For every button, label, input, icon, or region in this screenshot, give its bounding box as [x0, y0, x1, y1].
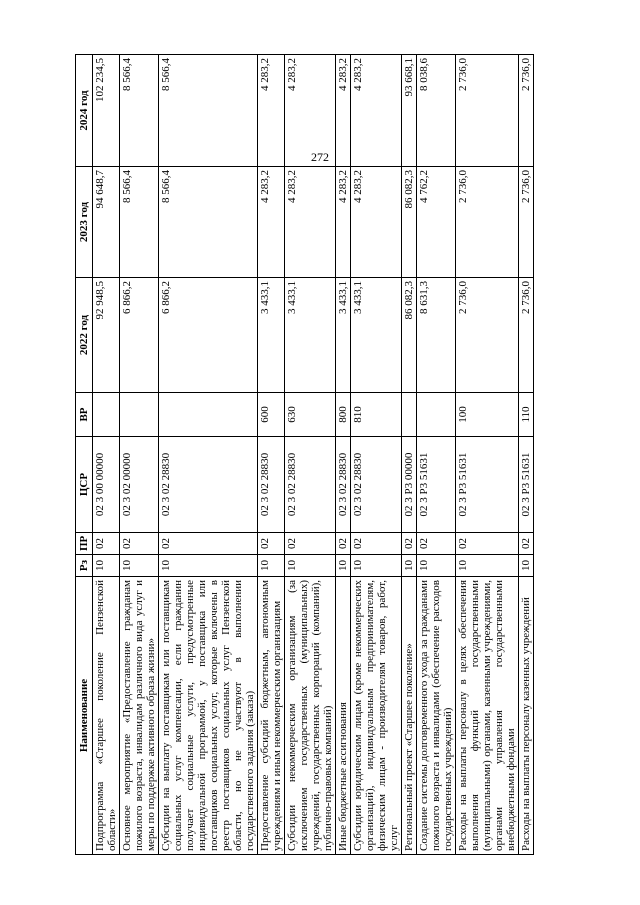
cell-vr: 630	[285, 393, 336, 437]
cell-2023: 4 762,2	[417, 167, 456, 278]
cell-2022: 6 866,2	[120, 278, 159, 393]
cell-rz: 10	[336, 555, 351, 577]
header-name: Наименование	[76, 577, 93, 855]
cell-csr: 02 3 P3 00000	[402, 437, 417, 533]
cell-name: Иные бюджетные ассигнования	[336, 577, 351, 855]
cell-2024: 4 283,2	[336, 55, 351, 167]
table-row	[402, 55, 417, 855]
cell-csr: 02 3 02 28830	[258, 437, 285, 533]
cell-2022: 3 433,1	[285, 278, 336, 393]
cell-name: Предоставление субсидий бюджетным, автономным учреждениям и иным некоммерческим организациям	[258, 577, 285, 855]
cell-pr: 02	[120, 533, 159, 555]
cell-2024: 8 038,6	[417, 55, 456, 167]
table-row	[159, 55, 258, 855]
cell-2022: 3 433,1	[258, 278, 285, 393]
cell-name: Расходы на выплаты персоналу в целях обеспечения выполнения функций государственными (муниципальными) органами, казенными учреждениями, органами управления государственными внебюджетными фондами	[456, 577, 519, 855]
cell-vr	[120, 393, 159, 437]
table-row	[336, 55, 351, 855]
cell-csr: 02 3 02 28830	[159, 437, 258, 533]
cell-2023: 94 648,7	[93, 167, 120, 278]
cell-pr: 02	[519, 533, 534, 555]
cell-pr: 02	[285, 533, 336, 555]
table-row	[417, 55, 456, 855]
table-row	[120, 55, 159, 855]
cell-2024: 4 283,2	[351, 55, 402, 167]
cell-2022: 2 736,0	[456, 278, 519, 393]
cell-rz: 10	[351, 555, 402, 577]
cell-csr: 02 3 P3 51631	[519, 437, 534, 533]
cell-vr: 110	[519, 393, 534, 437]
cell-2022: 8 631,3	[417, 278, 456, 393]
cell-pr: 02	[159, 533, 258, 555]
rotated-table-container	[75, 55, 610, 855]
cell-name: Субсидии на выплату поставщикам или поставщикам социальных услуг компенсации, если гражданин получает социальные услуги, предусмотренные индивидуальной программой, у поставщика или поставщиков социальных услуг, которые включены в реестр поставщиков социальных услуг Пензенской области, но не участвуют в выполнении государственного задания (заказа)	[159, 577, 258, 855]
cell-vr: 100	[456, 393, 519, 437]
cell-name: Региональный проект «Старшее поколение»	[402, 577, 417, 855]
cell-vr: 600	[258, 393, 285, 437]
cell-vr	[159, 393, 258, 437]
cell-vr: 800	[336, 393, 351, 437]
cell-rz: 10	[258, 555, 285, 577]
table-row	[519, 55, 534, 855]
cell-2023: 86 082,3	[402, 167, 417, 278]
cell-2022: 92 948,5	[93, 278, 120, 393]
cell-csr: 02 3 02 28830	[285, 437, 336, 533]
cell-csr: 02 3 00 00000	[93, 437, 120, 533]
cell-csr: 02 3 02 00000	[120, 437, 159, 533]
cell-2024: 2 736,0	[456, 55, 519, 167]
cell-2022: 3 433,1	[336, 278, 351, 393]
cell-2023: 4 283,2	[336, 167, 351, 278]
cell-csr: 02 3 02 28830	[336, 437, 351, 533]
cell-pr: 02	[93, 533, 120, 555]
cell-2024: 4 283,2	[285, 55, 336, 167]
cell-vr	[402, 393, 417, 437]
cell-pr: 02	[336, 533, 351, 555]
cell-csr: 02 3 P3 51631	[417, 437, 456, 533]
cell-2024: 8 566,4	[159, 55, 258, 167]
cell-name: Субсидии некоммерческим организациям (за исключением государственных (муниципальных) учреждений, государственных корпораций (компаний), публично-правовых компаний)	[285, 577, 336, 855]
header-rz: Рз	[76, 555, 93, 577]
cell-2023: 4 283,2	[351, 167, 402, 278]
cell-rz: 10	[402, 555, 417, 577]
cell-name: Подпрограмма «Старшее поколение Пензенской области»	[93, 577, 120, 855]
cell-2024: 102 234,5	[93, 55, 120, 167]
table-row	[258, 55, 285, 855]
cell-rz: 10	[417, 555, 456, 577]
cell-name: Основное мероприятие «Предоставление гражданам пожилого возраста, инвалидам различного вида услуг и меры по поддержке активного образа жизни»	[120, 577, 159, 855]
cell-rz: 10	[120, 555, 159, 577]
cell-rz: 10	[456, 555, 519, 577]
header-vr: ВР	[76, 393, 93, 437]
table-row	[93, 55, 120, 855]
page-number: 272	[311, 150, 329, 164]
cell-2023: 4 283,2	[258, 167, 285, 278]
table-row	[351, 55, 402, 855]
cell-pr: 02	[402, 533, 417, 555]
cell-2024: 4 283,2	[258, 55, 285, 167]
cell-rz: 10	[285, 555, 336, 577]
budget-table	[75, 54, 534, 855]
cell-2023: 2 736,0	[519, 167, 534, 278]
cell-2023: 8 566,4	[159, 167, 258, 278]
header-csr: ЦСР	[76, 437, 93, 533]
cell-2024: 8 566,4	[120, 55, 159, 167]
cell-csr: 02 3 02 28830	[351, 437, 402, 533]
cell-pr: 02	[351, 533, 402, 555]
cell-pr: 02	[417, 533, 456, 555]
cell-name: Субсидии юридическим лицам (кроме некоммерческих организаций), индивидуальным предпринимателям, физическим лицам - производителям товаров, работ, услуг	[351, 577, 402, 855]
header-2024: 2024 год	[76, 55, 93, 167]
cell-vr	[417, 393, 456, 437]
table-header-row	[76, 55, 93, 855]
cell-2023: 4 283,2	[285, 167, 336, 278]
cell-rz: 10	[519, 555, 534, 577]
cell-pr: 02	[456, 533, 519, 555]
cell-vr: 810	[351, 393, 402, 437]
cell-2022: 2 736,0	[519, 278, 534, 393]
cell-2024: 93 668,1	[402, 55, 417, 167]
cell-name: Расходы на выплаты персоналу казенных учреждений	[519, 577, 534, 855]
header-2022: 2022 год	[76, 278, 93, 393]
table-body	[93, 55, 534, 855]
cell-vr	[93, 393, 120, 437]
header-2023: 2023 год	[76, 167, 93, 278]
cell-2022: 86 082,3	[402, 278, 417, 393]
cell-2024: 2 736,0	[519, 55, 534, 167]
cell-2023: 8 566,4	[120, 167, 159, 278]
rotated-table-area	[75, 55, 610, 855]
cell-2023: 2 736,0	[456, 167, 519, 278]
table-row	[285, 55, 336, 855]
table-row	[456, 55, 519, 855]
cell-pr: 02	[258, 533, 285, 555]
cell-rz: 10	[159, 555, 258, 577]
cell-rz: 10	[93, 555, 120, 577]
header-pr: ПР	[76, 533, 93, 555]
cell-name: Создание системы долговременного ухода за гражданами пожилого возраста и инвалидами (обеспечение расходов государственных учреждений)	[417, 577, 456, 855]
cell-2022: 3 433,1	[351, 278, 402, 393]
cell-2022: 6 866,2	[159, 278, 258, 393]
cell-csr: 02 3 P3 51631	[456, 437, 519, 533]
